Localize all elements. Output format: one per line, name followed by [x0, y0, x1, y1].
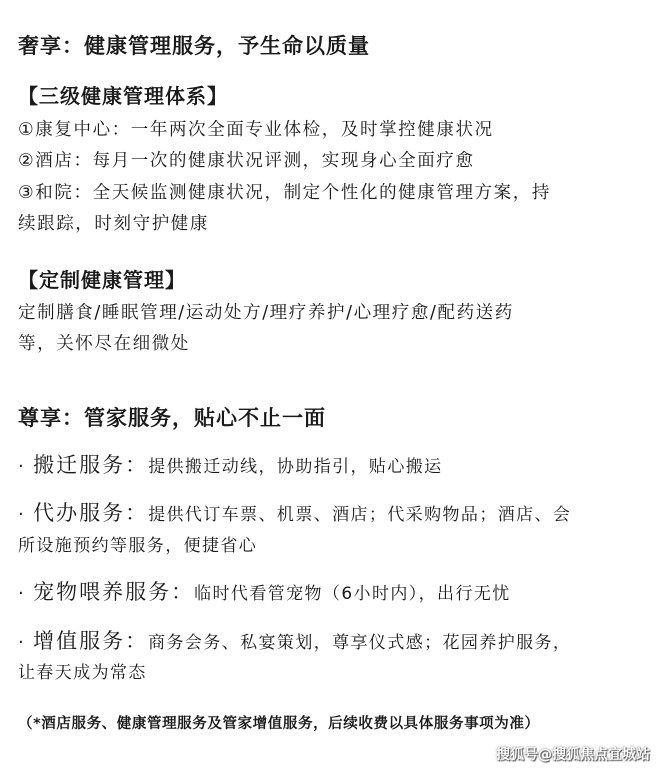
- bullet-dot: ·: [18, 632, 26, 653]
- system-line: ②酒店：每月一次的健康状况评测，实现身心全面疗愈: [18, 151, 475, 171]
- watermark: 搜狐号@搜狐焦点宜城站: [496, 747, 650, 763]
- section1-title: 奢享：健康管理服务，予生命以质量: [18, 34, 370, 58]
- system-heading: 【三级健康管理体系】: [18, 84, 228, 108]
- custom-line: 等，关怀尽在细微处: [18, 334, 190, 354]
- service-name: 代办服务：: [33, 501, 149, 525]
- section2-title: 尊享：管家服务，贴心不止一面: [18, 406, 326, 430]
- service-item-pets: [18, 576, 511, 606]
- service-item-moving: [18, 449, 443, 479]
- bullet-dot: ·: [18, 456, 26, 477]
- bullet-dot: ·: [18, 504, 26, 525]
- service-desc: 提供搬迁动线，协助指引，贴心搬运: [148, 457, 443, 477]
- system-line: ③和院：全天候监测健康状况，制定个性化的健康管理方案，持: [18, 183, 551, 203]
- service-desc: 商务会务、私宴策划，尊享仪式感；花园养护服务，: [148, 633, 572, 653]
- service-name: 搬迁服务：: [33, 453, 149, 477]
- service-desc: 临时代看管宠物（6小时内），出行无忧: [194, 584, 511, 604]
- service-desc-cont: 让春天成为常态: [18, 663, 147, 683]
- custom-line: 定制膳食/睡眠管理/运动处方/理疗养护/心理疗愈/配药送药: [18, 303, 514, 323]
- service-desc: 提供代订车票、机票、酒店；代采购物品；酒店、会: [148, 505, 572, 525]
- service-name: 增值服务：: [33, 629, 149, 653]
- custom-heading: 【定制健康管理】: [18, 268, 186, 292]
- service-item-value-added: [18, 625, 571, 655]
- bullet-dot: ·: [18, 583, 26, 604]
- service-name: 宠物喂养服务：: [33, 580, 195, 604]
- service-desc-cont: 所设施预约等服务，便捷省心: [18, 536, 258, 556]
- footnote: （*酒店服务、健康管理服务及管家增值服务，后续收费以具体服务事项为准）: [18, 716, 540, 732]
- system-line: 续跟踪，时刻守护健康: [18, 214, 209, 234]
- service-item-errands: [18, 497, 571, 527]
- system-line: ①康复中心：一年两次全面专业体检，及时掌控健康状况: [18, 120, 494, 140]
